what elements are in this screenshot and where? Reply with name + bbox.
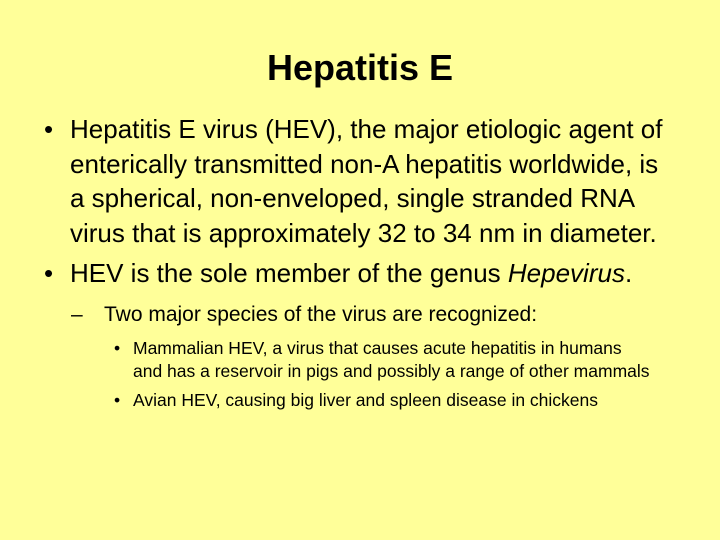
bullet-marker: •: [114, 389, 121, 410]
sub-sub-bullet-item: [114, 389, 653, 412]
bullet-text: Hepatitis E virus (HEV), the major etiologic agent of enterically transmitted non-A hepatitis worldwide, is a spherical, non-enveloped, single stranded RNA virus that is approximately 32 to 34 nm in diameter.: [70, 114, 663, 248]
slide-title: Hepatitis E: [266, 47, 454, 88]
bullet-marker: •: [44, 114, 54, 144]
sub-bullet-item: [71, 301, 664, 329]
bullet-item: [44, 112, 664, 250]
sub-sub-bullet-item: [114, 337, 653, 383]
dash-marker: –: [71, 302, 83, 326]
bullet-item: [44, 256, 664, 291]
slide-body: [44, 112, 664, 418]
sub-sub-bullet-text: Mammalian HEV, a virus that causes acute hepatitis in humans and has a reservoir in pigs and possibly a range of other mammals: [133, 337, 650, 381]
sub-sub-bullet-text: Avian HEV, causing big liver and spleen disease in chickens: [133, 389, 599, 410]
bullet-marker: •: [44, 258, 54, 288]
bullet-text-end: .: [624, 258, 633, 288]
sub-bullet-text: Two major species of the virus are recognized:: [104, 302, 538, 326]
bullet-text: HEV is the sole member of the genus: [70, 258, 508, 288]
bullet-marker: •: [114, 337, 121, 358]
genus-name: Hepevirus: [507, 258, 625, 288]
